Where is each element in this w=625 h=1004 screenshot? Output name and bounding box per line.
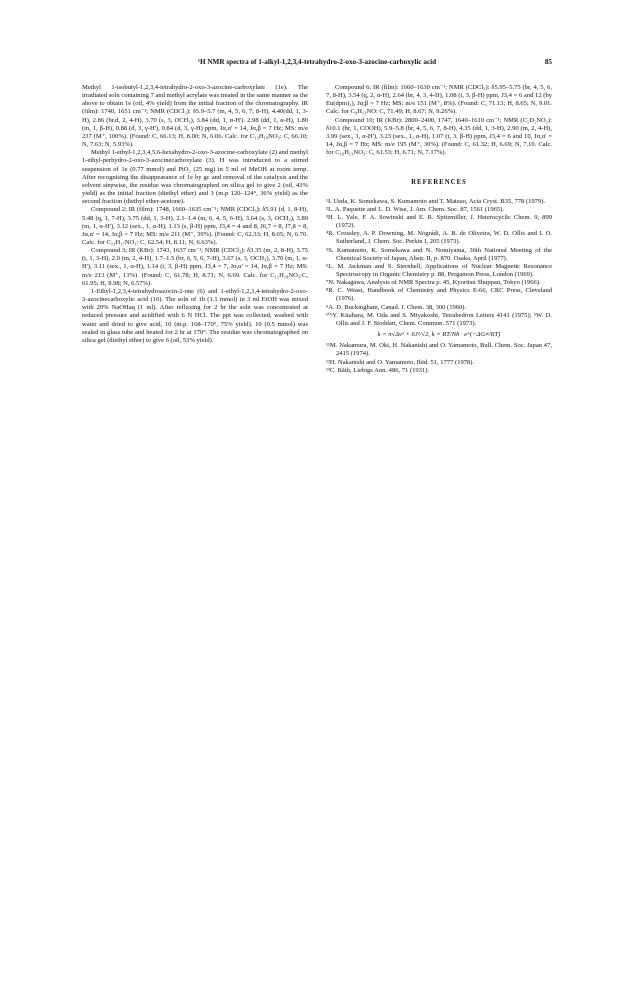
paragraph-1e: Methyl 1-isobutyl-1,2,3,4-tetrahydro-2-oxo-3-azocine-carboxylate (1e). The irradiated soln containing 7 and methyl acrylate was treated in the same manner as the above to obtain 1e (oil, 4% yield) from the initial fraction of the chromatography. IR (film): 1740, 1651 cm⁻¹; NMR (CDCl₃): δ5.9–5.7 (m, 4, 5, 6, 7, 8-H), 4.40(dd, 1, 3-H), 2.86 (br.d, 2, 4-H), 3.70 (s, 3, OCH₃), 3.84 (dd, 1, α-H'). 2.98 (dd, 1, α-H), 1.80 (m, 1, β-H), 0.88 (d, 3, γ-H'), 0.84 (d, 3, γ-H) ppm, Jα,α' = 14, Jα,β = 7 Hz; MS: m/e 237 (M⁺, 100%). (Found: C, 66.13; H, 8.00; N, 6.06. Calc. for C₁₃H₁₉NO₃: C, 66.10; N, 7.63; N, 5.93%). [82,84,308,149]
paragraph-compound-2: Compound 2; IR (film): 1748, 1660–1635 cm⁻¹; NMR (CDCl₃): δ5.91 (d, 1, 8-H), 5.48 (q, 1, 7-H), 3.75 (dd, 1, 3-H), 2.1–1.4 (m, 6, 4, 5, 6-H), 3.64 (s, 3, OCH₃), 3.89 (m, 1, α-H'), 3.12 (sex., 1, α-H), 1.13 (s, β-H) ppm, J3,4 = 4 and 8, J6,7 = 8, J7,8 = 8, Jα,α' = 14, Jα,β = 7 Hz; MS: m/e 211 (M⁺, 39%). (Found: C, 62.33; H, 8.05; N, 6.70. Calc. for C₁₁H₁₇NO₃: C, 62.54; H, 8.11; N, 6.63%). [82,206,308,246]
paragraph-compound-10: Compound 10; IR (KBr): 2800–2400, 1747, 1640–1610 cm⁻¹; NMR (C₅D₅NO₂): δ10.1 (br, 1, COOH), 5.9–5.8 (br, 4, 5, 6, 7, 8-H), 4.35 (dd, 1, 3-H), 2.90 (m, 2, 4-H), 3.99 (sex., 1, α-H'), 3.23 (sex., 1, α-H), 1.07 (t, 3, β-H) ppm, J3,4 = 6 and 10, Jα,α' = 14, Jα,β = 7 Hz; MS: m/e 195 (M⁺, 30%). (Found: C, 61.32; H, 6.69; N, 7.10. Calc. for C₁₀H₁₃NO₃: C, 61.53; H, 6.71; N, 7.17%). [326,116,552,157]
references-heading: REFERENCES [411,179,467,187]
paragraph-6-10: 1-Ethyl-1,2,3,4-tetrahydroazocin-2-one (6) and 1-ethyl-1,2,3,4-tetrahydro-2-oxo-3-azocinecarboxylic acid (10). The soln of 1b (1.1 mmol) in 3 ml EtOH was mixed with 20% NaOHaq (1 ml). After refluxing for 2 hr the soln was concentrated at reduced pressure and acidified with 6 N HCl. The ppt was collected, washed with water and dried to give acid, 10 (m.p. 168–170°, 75% yield). 10 (0.5 mmol) was sealed in glass tube and heated for 2 hr at 170°. The residue was chromatographed on silica gel (diethyl ether) to give 6 (oil, 53% yield). [82,287,308,344]
reference-9: ⁹A. D. Buckingham, Canad. J. Chem. 38, 300 (1960). [326,303,467,311]
page-header [82,58,552,70]
running-title: ¹H NMR spectra of 1-alkyl-1,2,3,4-tetrahydro-2-oxo-3-azocine-carboxylic acid [197,58,437,66]
reference-1: ¹I. Ueda, K. Somekawa, S. Kumamoto and T. Matsuo, Acta Cryst. B35, 778 (1979). [326,197,546,205]
paragraph-compound-3: Compound 3; IR (KBr): 1743, 1637 cm⁻¹; NMR (CDCl₃): δ3.35 (m, 2, 8-H), 3.75 (t, 1, 3-H), 2.0 (m, 2, 4-H), 1.7–1.5 (br, 6, 5, 6, 7-H), 3.67 (s, 3, OCH₃), 3.70 (m, 1, α-H'), 3.11 (sex., 1, α-H), 1.14 (t, 3, β-H) ppm, J3,4 = 7, Jα,α' = 14, Jα,β = 7 Hz; MS: m/e 213 (M⁺, 13%). (Found: C, 61.78; H, 8.71; N, 6.69. Calc. for C₁₁H₁₉NO₃:C, 61.95; H, 8.98; N, 6.57%). [82,247,308,287]
reference-13: ¹³C. Răth, Liebigs Ann. 486, 71 (1931). [326,366,430,374]
paragraph-2-3: Methyl 1-ethyl-1,2,3,4,5,6-hexahydro-2-oxo-3-azocine-carboxylate (2) and methyl 1-ethyl-perhydro-2-oxo-3-azocinecarboxylate (3). H was introduced to a stirred suspension of 1e (0.77 mmol) and PtO₂ (25 mg) in 5 ml of MeOH at room temp. After recognising the disappearance of 1e by gc and removal of the catalysis and the solvent stepwise, the residue was chromatographed on silica gel to give 2 (oil, 43% yield) as the initial fraction (diethyl ether) and 3 (m.p 120–124°, 36% yield) as the second fraction (diethyl ether-acetone). [82,149,308,206]
page-number: 85 [544,58,552,66]
reference-5: ⁵S. Kumamoto, K. Somekawa and N. Nomiyama, 36th National Meeting of the Chemical Society of Japan, Abstr. II, p. 870. Osaka, April (1977). [326,246,552,262]
reference-8: ⁸R. C. Weast, Handbook of Chemistry and Physics E-66, CRC Press, Cleveland (1976). [326,287,552,303]
rate-formula: k = π√Δν² + 6J²/√2, k = RT/Nh · e^(−ΔG≠/RT) [377,331,501,339]
reference-6: ⁶L. M. Jackman and S. Sternhell, Applications of Nuclear Magnetic Resonance Spectroscopy in Organic Chemistry p. 88, Pergamon Press, London (1969). [326,262,552,278]
right-column [326,84,552,375]
reference-2: ²L. A. Paquette and L. D. Wise, J. Am. Chem. Soc. 87, 1561 (1965). [326,205,504,213]
reference-12: ¹²H. Nakanishi and O. Yamamoto, Ibid. 51, 1777 (1978). [326,358,475,366]
reference-7: ⁷N. Nakagawa, Analysis of NMR Spectra p. 45, Kyoritsu Shuppan, Tokyo (1966). [326,279,541,287]
left-column [82,84,308,345]
reference-10: ¹⁰ᵃY. Kitahara, M. Oda and S. Miyakoshi, Tetrahedron Letters 4141 (1975); ᵇW. D. Ollis and J. F. Stoddart, Chem. Commun. 571 (1973). [326,311,552,327]
reference-3: ³H. L. Yale, F. A. Sowinski and E. R. Spitzmiller, J. Heterocyclic Chem. 9, 899 (1972). [326,213,552,230]
reference-4: ⁴R. Crossley, A. P. Downing, M. Nógrádi, A. B. de Oliveira, W. D. Ollis and I. O. Sutherland, J. Chem. Soc. Perkin I, 205 (1973). [326,230,552,246]
reference-11: ¹¹M. Nakamura, M. Oki, H. Nakanishi and O. Yamamoto, Bull. Chem. Soc. Japan 47, 2415 (1974). [326,342,552,358]
paragraph-compound-6: Compound 6; IR (film): 1660–1630 cm⁻¹; NMR (CDCl₃): δ5.95–5.75 (br, 4, 5, 6, 7, 8-H), 3.54 (q, 2, α-H), 2.64 (br, 4, 3, 4-H), 1.08 (t, 3, β-H) ppm, J3,4 = 6 and 12 (by Eu(dpm)₃), Jα,β = 7 Hz; MS: m/e 151 (M⁺, 8%). (Found: C, 71.13; H, 8.65; N, 9.01. Calc. for C₉H₁₃NO: C, 71.49; H, 8.67; N, 9.26%). [326,84,552,116]
